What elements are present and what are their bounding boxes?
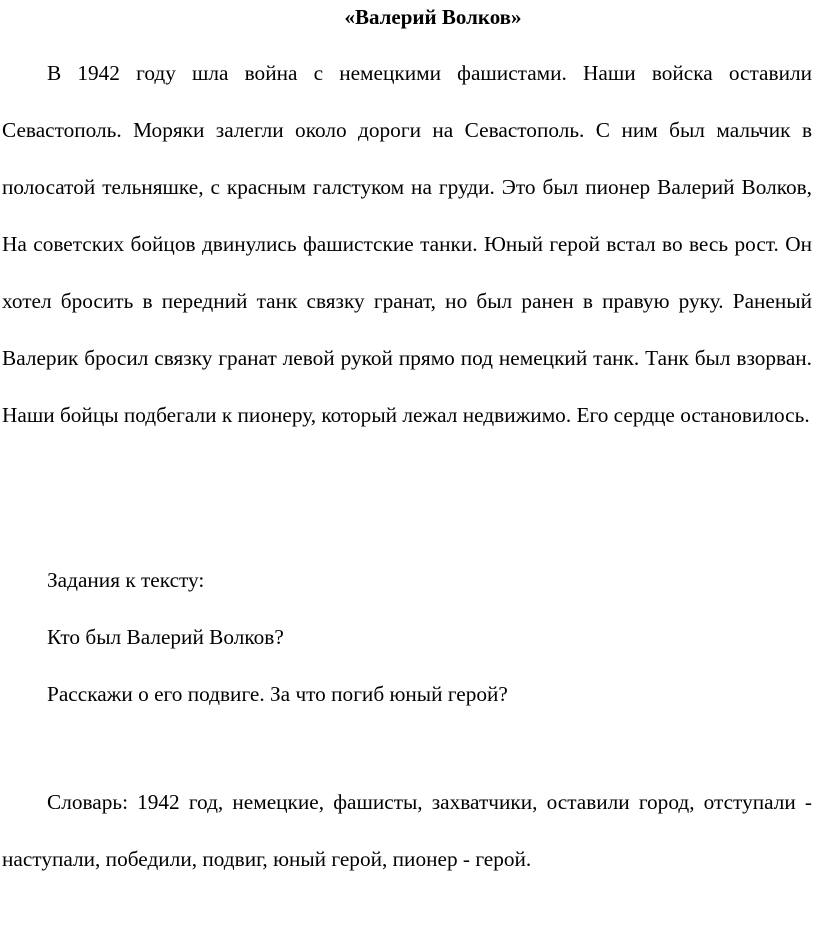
question-item: Кто был Валерий Волков? (47, 625, 284, 649)
tasks-heading: Задания к тексту: (47, 568, 205, 592)
document-title: «Валерий Волков» (344, 5, 522, 29)
story-paragraph: В 1942 году шла война с немецкими фашистами. Наши войска оставили Севастополь. Моряки залегли около дороги на Севастополь. С ним был мальчик в полосатой тельняшке, с красным галстуком на груди. Это был пионер Валерий Волков, На советских бойцов двинулись фашистские танки. Юный герой встал во весь рост. Он хотел бросить в передний танк связку гранат, но был ранен в правую руку. Раненый Валерик бросил связку гранат левой рукой прямо под немецкий танк. Танк был взорван. Наши бойцы подбегали к пионеру, который лежал недвижимо. Его сердце остановилось. (2, 61, 812, 427)
tasks-section (47, 552, 508, 723)
question-item: Расскажи о его подвиге. За что погиб юный герой? (47, 682, 508, 706)
vocabulary-paragraph: Словарь: 1942 год, немецкие, фашисты, захватчики, оставили город, отступали - наступали, победили, подвиг, юный герой, пионер - герой. (2, 790, 812, 871)
